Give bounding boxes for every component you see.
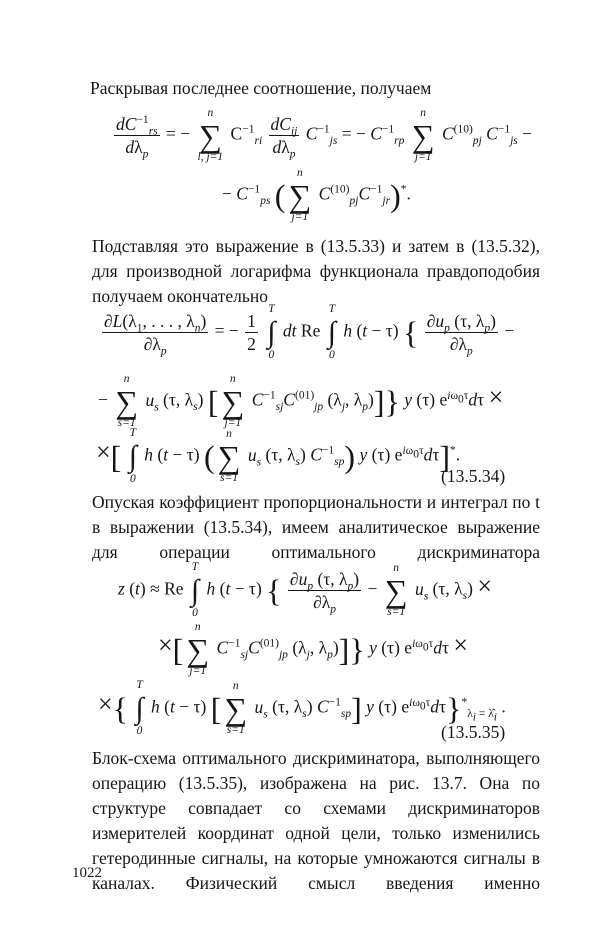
equation-label-13-5-34: (13.5.34): [441, 466, 506, 486]
equation-13-5-35-line1: z (t) ≈ Re T ∫ 0 h (t − τ) { $\frac{\partial u_p (\tau, \lambda_p)}{\partial\lambda_p}$ − n ∑ s=1 $u_s$ (τ, $\lambda_s$) ×: [118, 561, 493, 619]
equation-13-5-34-line2: − n ∑ s=1 $u_s$ (τ, $\lambda_s$) [ n ∑ j=1 $C^{-1}_{sj}C^{(01)}_{jp}$ ($\lambda_j$, $\lambda_p$)]} y (τ) $e^{i\omega_0\tau}d\tau$ ×: [98, 373, 504, 429]
equation-13-5-35-line2: ×[ n ∑ j=1 $C^{-1}_{sj}C^{(01)}_{jp}$ ($\lambda_j$, $\lambda_p$)]} y (τ) $e^{i\omega_0\tau}d\tau$ ×: [158, 621, 469, 677]
equation-label-13-5-35: (13.5.35): [441, 722, 506, 742]
paragraph-intro: Раскрывая последнее соотношение, получаем: [90, 78, 432, 98]
paragraph-substitution: Подставляя это выражение в (13.5.33) и затем в (13.5.32), для производной логарифма функционала правдоподобия получаем окончательно: [92, 236, 540, 306]
equation-13-5-35-line3: ×{ T ∫ 0 h (t − τ) [ n ∑ s=1 $u_s$ (τ, $\lambda_s$) $C^{-1}_{sp}$] y (τ) $e^{i\omega_0\tau}d\tau\}^*_{\lambda_i = \lambdâ_i}$ .: [98, 679, 506, 737]
equation-inverse-derivative-line2: − $C^{-1}_{ps}$ ( n ∑ j=1 $C^{(10)}_{pj}C^{-1}_{jr})^*$.: [222, 167, 411, 223]
equation-13-5-34-line3: ×[ T ∫ 0 h (t − τ) ( n ∑ s=1 $u_s$ (τ, $\lambda_s$) $C^{-1}_{sp}$) y (τ) $e^{i\omega_0\tau}d\tau]^*$.: [96, 427, 461, 485]
page-number: 1022: [72, 865, 102, 881]
equation-13-5-34-line1: $\frac{\partial L(\lambda_1, . . . , \lambda_n)}{\partial\lambda_p}$ = − $\frac{1}{2}$ T ∫ 0 dt Re T ∫ 0 h (t − τ) { $\frac{\partial u_p (\tau, \lambda_p)}{\partial\lambda_p}$ −: [104, 303, 515, 361]
paragraph-block-diagram: Блок-схема оптимального дискриминатора, выполняющего операцию (13.5.35), изображена на рис. 13.7. Она по структуре совпадает со схемами дискриминаторов измерителей координат одной цели, только изменились гетеродинные сигналы, на которые умножаются сигналы в каналах. Физический смысл введения именно: [92, 748, 540, 893]
equation-inverse-derivative-line1: $\frac{dC^{-1}_{rs}}{d\lambda_p}$ = − n ∑ l, j=1 $C^{-1}_{ri}$ $\frac{dC_{ij}}{d\lambda_p}$ $C^{-1}_{js}$ = − $C^{-1}_{rp}$ n ∑ j=1 $C^{(10)}_{pj}$ $C^{-1}_{js}$ −: [116, 107, 532, 163]
paragraph-discriminator-intro: Опуская коэффициент пропорциональности и интеграл по t в выражении (13.5.34), имеем аналитическое выражение для операции оптимального дискриминатора: [92, 492, 540, 562]
